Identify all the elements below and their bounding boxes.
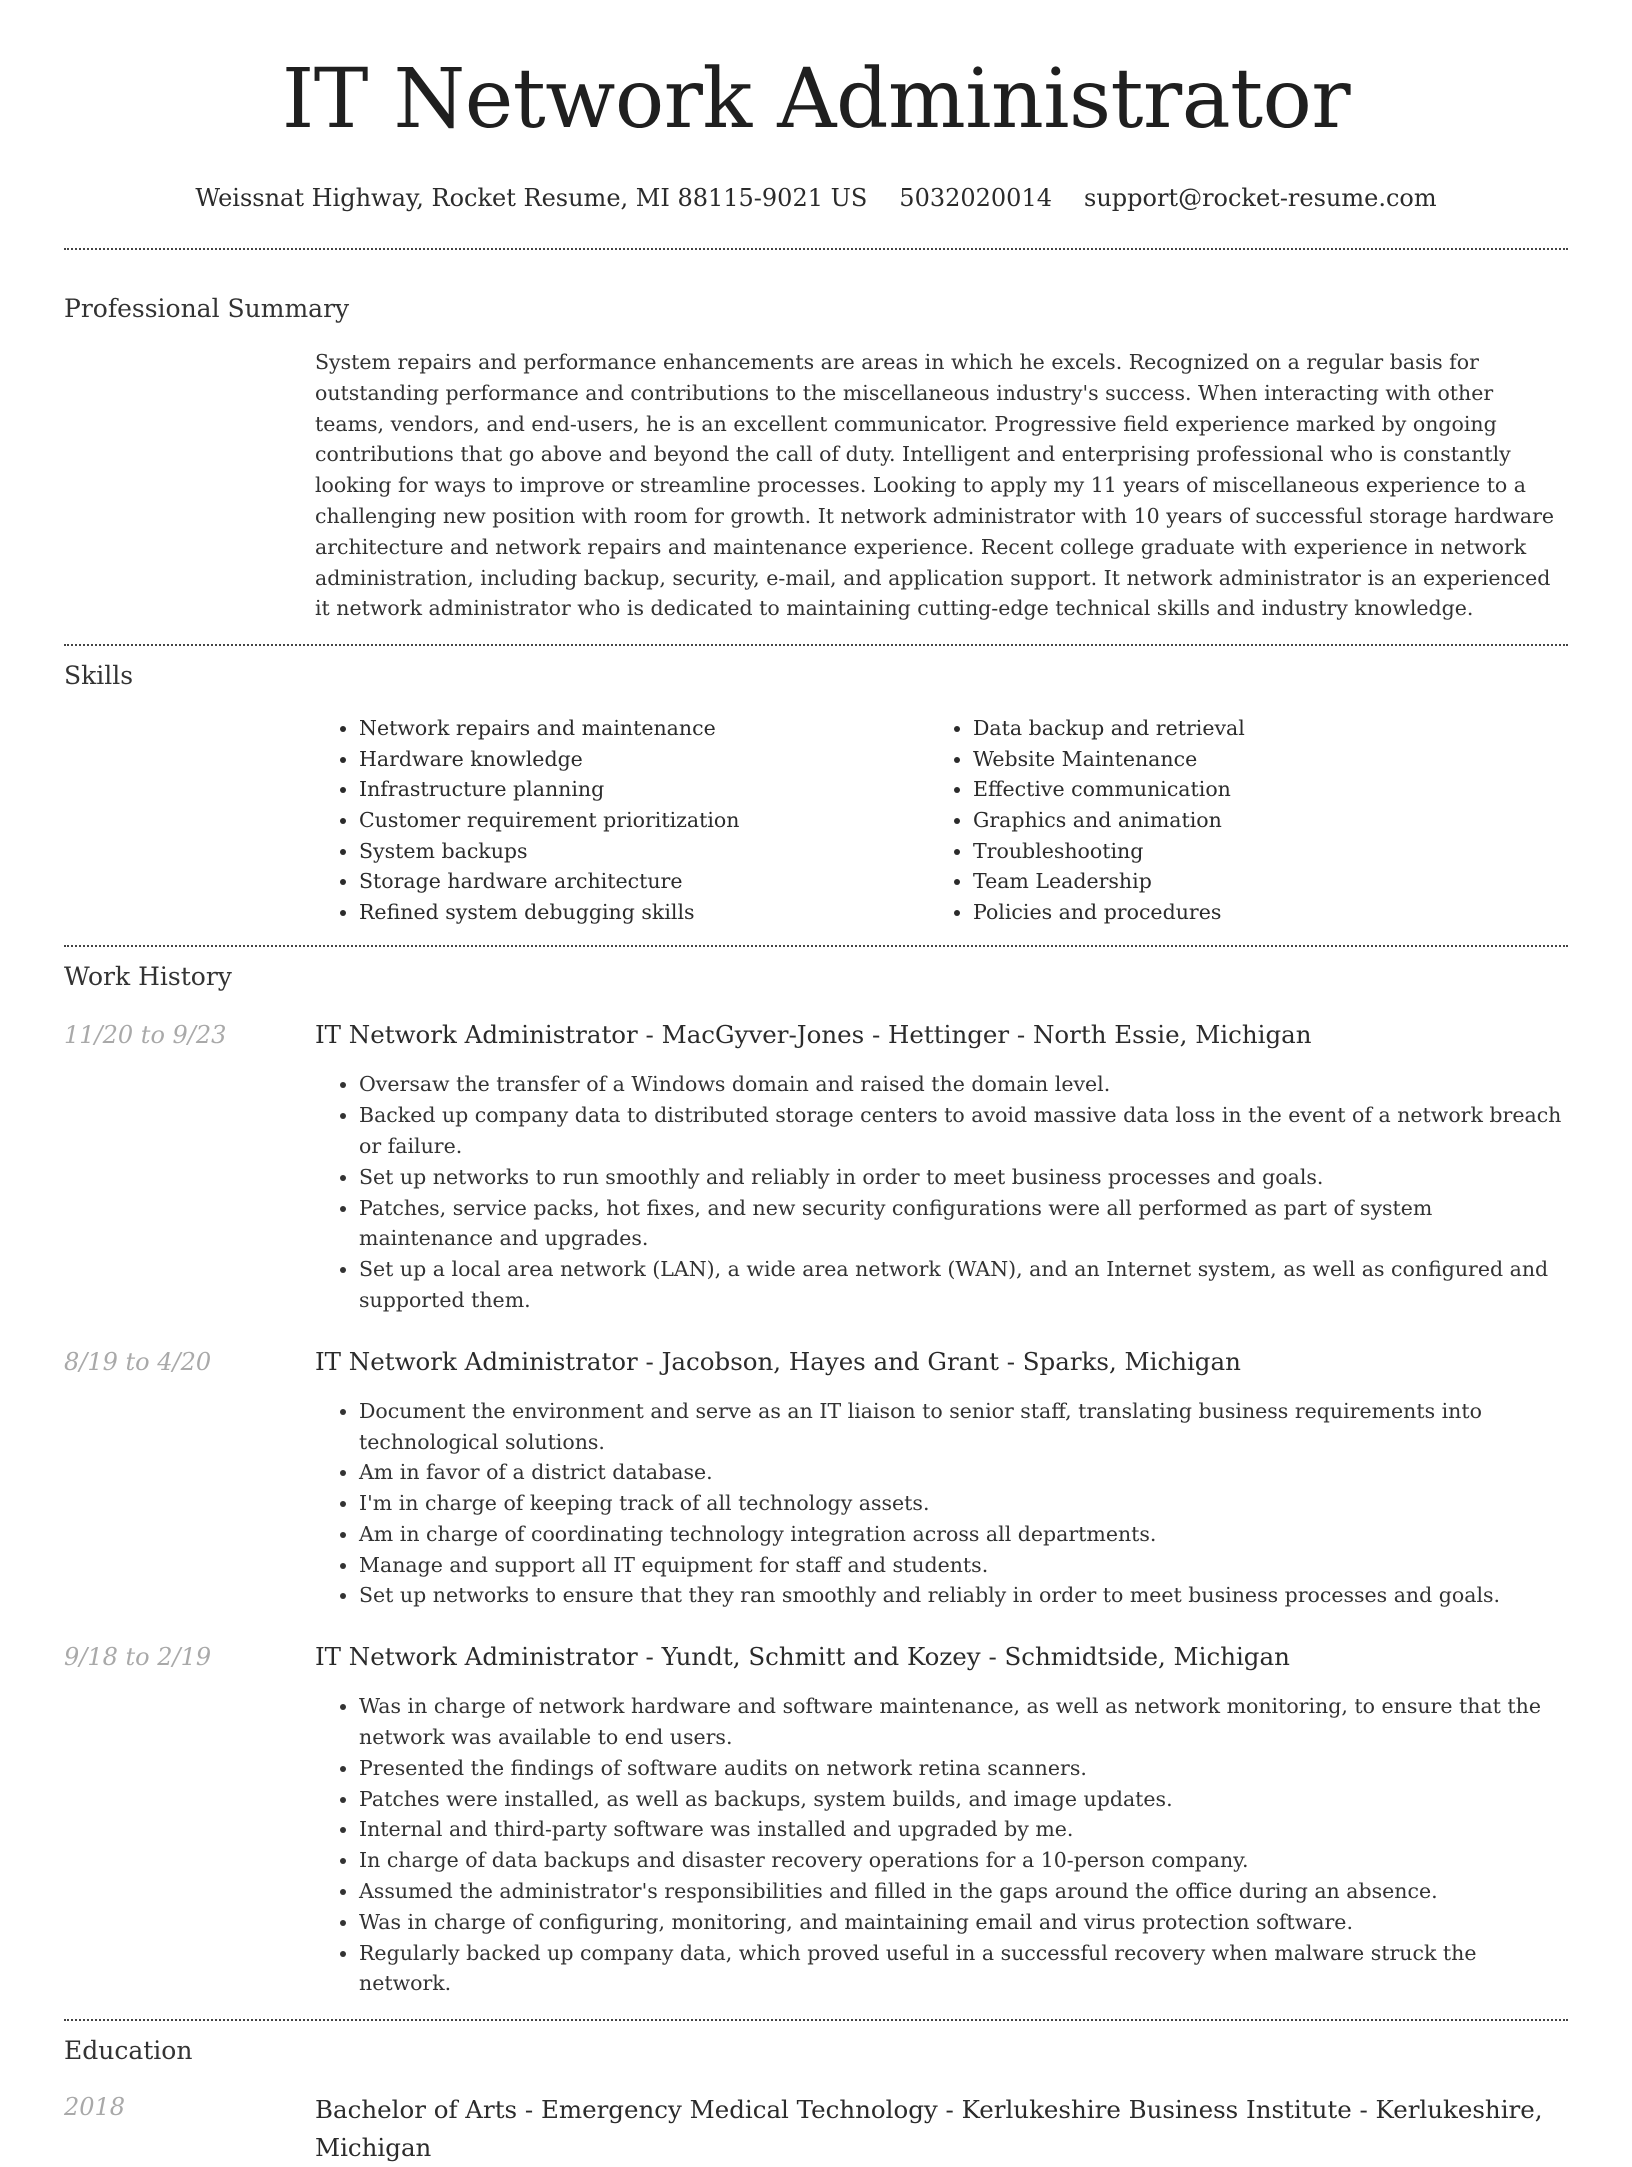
- job-title: IT Network Administrator - MacGyver-Jones - Hettinger - North Essie, Michigan: [315, 1020, 1312, 1050]
- phone: 5032020014: [899, 184, 1052, 212]
- education-section: [0, 2035, 1632, 2167]
- job-dates: 9/18 to 2/19: [64, 1643, 212, 1672]
- divider: [64, 945, 1568, 947]
- job-bullet: • Assumed the administrator's responsibilities and filled in the gaps around the office during an absence.: [359, 1876, 1568, 1907]
- skill-item: • Network repairs and maintenance: [359, 713, 929, 744]
- job-entry: [64, 1641, 1568, 1999]
- job-bullet: • Set up networks to ensure that they ran smoothly and reliably in order to meet business processes and goals.: [359, 1580, 1568, 1611]
- skill-item: • Customer requirement prioritization: [359, 805, 929, 836]
- job-bullet: • Am in charge of coordinating technology integration across all departments.: [359, 1519, 1568, 1550]
- resume-header: [0, 0, 1632, 212]
- education-entry: [64, 2091, 1568, 2167]
- job-bullet: • Regularly backed up company data, which proved useful in a successful recovery when malware struck the network.: [359, 1938, 1568, 2000]
- skill-item: • Storage hardware architecture: [359, 866, 929, 897]
- education-heading: Education: [64, 2036, 193, 2066]
- job-dates: 8/19 to 4/20: [64, 1347, 212, 1376]
- job-bullet: • In charge of data backups and disaster recovery operations for a 10-person company.: [359, 1845, 1568, 1876]
- job-bullet: • Patches, service packs, hot fixes, and new security configurations were all performed as part of system maintenance and upgrades.: [359, 1193, 1568, 1255]
- skills-section: [0, 660, 1632, 927]
- skill-item: • Graphics and animation: [973, 805, 1543, 836]
- job-bullets: [315, 1069, 1568, 1315]
- job-bullets: [315, 1691, 1568, 1999]
- job-entry: [64, 1346, 1568, 1612]
- address: Weissnat Highway, Rocket Resume, MI 88115-9021 US: [195, 184, 868, 212]
- job-title: IT Network Administrator - Yundt, Schmitt and Kozey - Schmidtside, Michigan: [315, 1642, 1290, 1672]
- divider: [64, 644, 1568, 646]
- skill-item: • Website Maintenance: [973, 744, 1543, 775]
- summary-section: [0, 293, 1632, 624]
- job-bullet: • Set up a local area network (LAN), a wide area network (WAN), and an Internet system, as well as configured and supported them.: [359, 1254, 1568, 1316]
- skills-heading: Skills: [64, 661, 134, 691]
- job-bullet: • I'm in charge of keeping track of all technology assets.: [359, 1488, 1568, 1519]
- divider: [64, 248, 1568, 250]
- job-bullets: [315, 1396, 1568, 1612]
- education-year: 2018: [64, 2093, 126, 2122]
- job-title: IT Network Administrator - Jacobson, Hayes and Grant - Sparks, Michigan: [315, 1346, 1241, 1376]
- job-list: [64, 1019, 1568, 1999]
- candidate-name: IT Network Administrator: [281, 52, 1351, 147]
- job-body: [315, 1346, 1568, 1612]
- job-body: [315, 1641, 1568, 1999]
- job-bullet: • Patches were installed, as well as backups, system builds, and image updates.: [359, 1784, 1568, 1815]
- skill-item: • Team Leadership: [973, 866, 1543, 897]
- skill-item: • Refined system debugging skills: [359, 897, 929, 928]
- skill-item: • Troubleshooting: [973, 836, 1543, 867]
- skill-item: • Infrastructure planning: [359, 774, 929, 805]
- skill-item: • Effective communication: [973, 774, 1543, 805]
- email: support@rocket-resume.com: [1084, 184, 1437, 212]
- work-section: [0, 961, 1632, 1999]
- skills-column-left: [315, 713, 929, 927]
- job-bullet: • Am in favor of a district database.: [359, 1457, 1568, 1488]
- job-entry: [64, 1019, 1568, 1315]
- education-list: [64, 2091, 1568, 2167]
- job-bullet: • Was in charge of network hardware and software maintenance, as well as network monitoring, to ensure that the network was available to end users.: [359, 1691, 1568, 1753]
- job-bullet: • Oversaw the transfer of a Windows domain and raised the domain level.: [359, 1069, 1568, 1100]
- job-bullet: • Set up networks to run smoothly and reliably in order to meet business processes and goals.: [359, 1162, 1568, 1193]
- job-bullet: • Document the environment and serve as an IT liaison to senior staff, translating business requirements into technological solutions.: [359, 1396, 1568, 1458]
- summary-text: System repairs and performance enhancements are areas in which he excels. Recognized on a regular basis for outstanding performance and contributions to the miscellaneous industry's success. When interacting with other teams, vendors, and end-users, he is an excellent communicator. Progressive field experience marked by ongoing contributions that go above and beyond the call of duty. Intelligent and enterprising professional who is constantly looking for ways to improve or streamline processes. Looking to apply my 11 years of miscellaneous experience to a challenging new position with room for growth. It network administrator with 10 years of successful storage hardware architecture and network repairs and maintenance experience. Recent college graduate with experience in network administration, including backup, security, e-mail, and application support. It network administrator is an experienced it network administrator who is dedicated to maintaining cutting-edge technical skills and industry knowledge.: [315, 350, 1555, 621]
- job-bullet: • Backed up company data to distributed storage centers to avoid massive data loss in the event of a network breach or failure.: [359, 1100, 1568, 1162]
- job-body: [315, 1019, 1568, 1315]
- job-bullet: • Was in charge of configuring, monitoring, and maintaining email and virus protection software.: [359, 1907, 1568, 1938]
- job-dates: 11/20 to 9/23: [64, 1021, 227, 1050]
- skills-list: [315, 713, 1568, 927]
- summary-heading: Professional Summary: [64, 294, 350, 323]
- skill-item: • System backups: [359, 836, 929, 867]
- job-bullet: • Presented the findings of software audits on network retina scanners.: [359, 1753, 1568, 1784]
- job-bullet: • Internal and third-party software was installed and upgraded by me.: [359, 1814, 1568, 1845]
- skill-item: • Policies and procedures: [973, 897, 1543, 928]
- skill-item: • Hardware knowledge: [359, 744, 929, 775]
- divider: [64, 2019, 1568, 2021]
- job-bullet: • Manage and support all IT equipment for staff and students.: [359, 1550, 1568, 1581]
- skill-item: • Data backup and retrieval: [973, 713, 1543, 744]
- skills-column-right: [929, 713, 1543, 927]
- education-title: Bachelor of Arts - Emergency Medical Technology - Kerlukeshire Business Institute - Kerlukeshire, Michigan: [315, 2095, 1543, 2163]
- contact-line: [0, 184, 1632, 212]
- work-heading: Work History: [64, 962, 232, 992]
